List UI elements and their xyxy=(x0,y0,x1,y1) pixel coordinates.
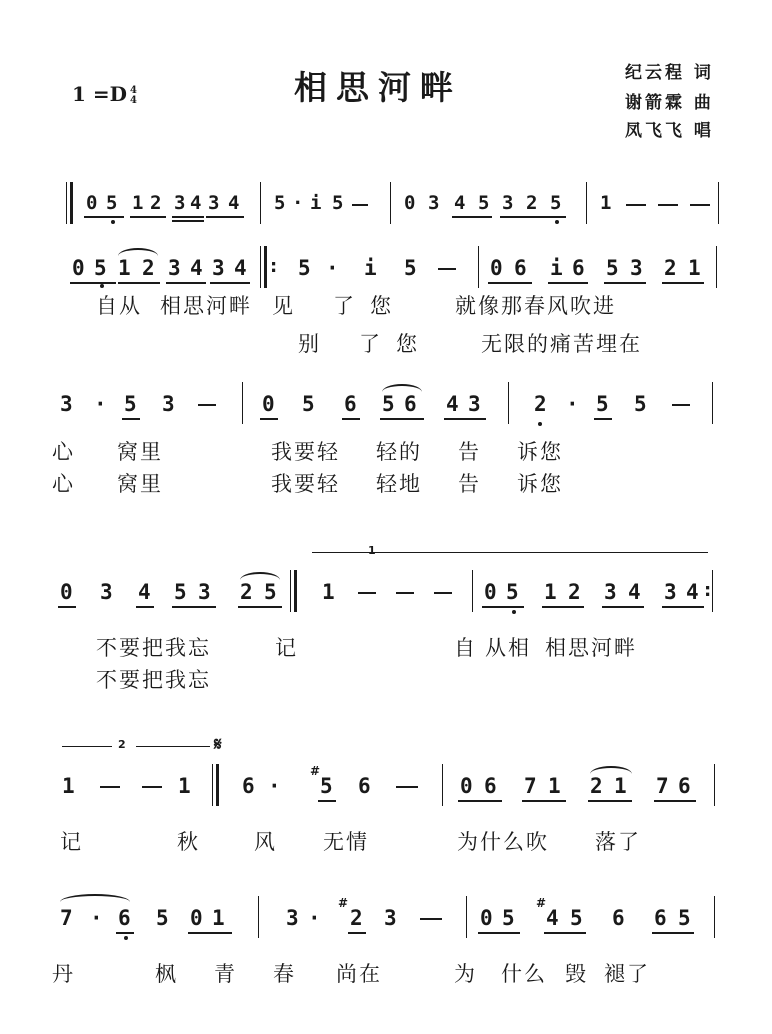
note: 5 xyxy=(678,906,691,930)
lyric: 窝 xyxy=(117,440,140,464)
underline xyxy=(488,282,532,284)
underline xyxy=(652,932,694,934)
underline xyxy=(136,606,154,608)
underline xyxy=(444,418,486,420)
note: 1 xyxy=(614,774,627,798)
note: 1 xyxy=(544,580,557,604)
second-ending-bracket-right xyxy=(136,746,210,747)
barline xyxy=(508,382,509,424)
note: 2 xyxy=(350,906,363,930)
note: 2 xyxy=(150,192,162,214)
dash xyxy=(672,404,690,406)
note: 3 xyxy=(468,392,481,416)
barline xyxy=(258,896,259,938)
underline xyxy=(654,800,696,802)
underline xyxy=(118,282,160,284)
note: 4 xyxy=(628,580,641,604)
underline xyxy=(130,216,166,218)
song-title: 相思河畔 xyxy=(294,68,462,107)
note: 4 xyxy=(446,392,459,416)
note: · xyxy=(566,392,579,416)
underline xyxy=(172,606,216,608)
barline xyxy=(442,764,443,806)
note: 7 xyxy=(524,774,537,798)
lyric: 尚在 xyxy=(336,962,382,986)
note: 5 xyxy=(502,906,515,930)
lyric: 什么 xyxy=(501,962,547,986)
lyric-line-6a xyxy=(52,958,650,988)
note: 0 xyxy=(86,192,98,214)
lyric: 为 xyxy=(454,962,477,986)
lyric: 您 xyxy=(370,294,393,318)
note-dot xyxy=(124,936,128,940)
note: 5 xyxy=(332,192,344,214)
note: 2 xyxy=(526,192,538,214)
dash xyxy=(420,918,442,920)
lyric: 诉您 xyxy=(517,440,563,464)
lyric-line-5a xyxy=(60,826,641,856)
note: 1 xyxy=(600,192,612,214)
repeat-barline xyxy=(260,246,267,288)
note: 5 xyxy=(404,256,417,280)
lyric: 春 xyxy=(273,962,296,986)
note: 0 xyxy=(262,392,275,416)
barline xyxy=(242,382,243,424)
lyric: 自 xyxy=(454,636,477,660)
repeat-barline xyxy=(290,570,297,612)
note: 6 xyxy=(678,774,691,798)
barline xyxy=(260,182,261,224)
note: · xyxy=(94,392,107,416)
note: 2 xyxy=(590,774,603,798)
underline xyxy=(318,800,336,802)
underline xyxy=(482,606,524,608)
double-barline xyxy=(66,182,73,224)
note: 5 xyxy=(156,906,169,930)
segno-icon: 𝄋 xyxy=(214,734,222,755)
slur xyxy=(382,384,422,392)
lyric: 里 xyxy=(140,472,163,496)
underline xyxy=(188,932,232,934)
note: 2 xyxy=(568,580,581,604)
lyric-line-3b xyxy=(52,468,563,498)
note: 3 xyxy=(168,256,181,280)
dash xyxy=(396,786,418,788)
underline xyxy=(478,932,520,934)
lyric: 相思河畔 xyxy=(160,294,252,318)
lyric: 秋 xyxy=(177,830,200,854)
note: 1 xyxy=(132,192,144,214)
underline xyxy=(172,216,204,218)
second-ending-number: 2 xyxy=(118,738,126,751)
note: 4 xyxy=(234,256,247,280)
lyric-line-3a xyxy=(52,436,563,466)
note: 7 xyxy=(60,906,73,930)
note: 2 xyxy=(142,256,155,280)
time-bottom: 4 xyxy=(129,94,137,106)
slur xyxy=(60,894,130,902)
note: i xyxy=(550,256,563,280)
note: 5 xyxy=(94,256,107,280)
lyric: 无情 xyxy=(323,830,369,854)
sharp-icon: # xyxy=(310,764,321,778)
lyric: 别 xyxy=(298,332,321,356)
underline xyxy=(458,800,502,802)
note: · xyxy=(90,906,103,930)
note: 6 xyxy=(344,392,357,416)
underline xyxy=(122,418,140,420)
key-signature xyxy=(72,82,137,106)
note: 4 xyxy=(546,906,559,930)
note: 5 xyxy=(634,392,647,416)
note: 4 xyxy=(454,192,466,214)
note-dot xyxy=(111,220,115,224)
note: 6 xyxy=(118,906,131,930)
staff-row-1 xyxy=(60,192,720,232)
dash xyxy=(100,786,120,788)
lyric: 春风 xyxy=(524,294,570,318)
lyric: 我要轻 xyxy=(271,472,340,496)
barline xyxy=(718,182,719,224)
lyric: 见 xyxy=(272,294,295,318)
staff-row-4 xyxy=(60,580,720,620)
lyric: 吹进 xyxy=(570,294,616,318)
lyric: 心 xyxy=(52,440,75,464)
note-dot xyxy=(512,610,516,614)
singer-credit: 凤飞飞 唱 xyxy=(625,121,714,141)
note: 1 xyxy=(62,774,75,798)
note: 5 xyxy=(478,192,490,214)
first-ending-number: 1 xyxy=(368,544,376,557)
underline xyxy=(662,282,704,284)
note: 5 xyxy=(302,392,315,416)
underline xyxy=(452,216,492,218)
note: 5 xyxy=(274,192,286,214)
slur xyxy=(590,766,632,774)
key-label: 1 =D xyxy=(72,82,127,106)
note: 4 xyxy=(228,192,240,214)
note: 2 xyxy=(534,392,547,416)
note: 7 xyxy=(656,774,669,798)
barline xyxy=(714,896,715,938)
note: 0 xyxy=(490,256,503,280)
barline xyxy=(472,570,473,612)
note: · xyxy=(326,256,339,280)
staff-row-5 xyxy=(60,764,720,814)
note: 5 xyxy=(382,392,395,416)
underline xyxy=(84,216,124,218)
note: 0 xyxy=(480,906,493,930)
note: 1 xyxy=(212,906,225,930)
lyric: 痛苦 xyxy=(550,332,596,356)
note: 4 xyxy=(190,192,202,214)
lyric: 轻地 xyxy=(376,472,422,496)
note: 3 xyxy=(208,192,220,214)
note: i xyxy=(310,192,322,214)
note: 6 xyxy=(484,774,497,798)
lyric-line-4b xyxy=(96,664,211,694)
underline xyxy=(116,932,134,934)
lyric: 我要轻 xyxy=(271,440,340,464)
lyric: 无限的 xyxy=(481,332,550,356)
note: i xyxy=(364,256,377,280)
note: 0 xyxy=(60,580,73,604)
lyric: 落了 xyxy=(595,830,641,854)
note-dot xyxy=(555,220,559,224)
dash xyxy=(352,204,368,206)
slur xyxy=(240,572,280,580)
barline xyxy=(390,182,391,224)
lyric: 告 xyxy=(458,440,481,464)
lyric: 枫 xyxy=(155,962,178,986)
lyric: 毁 xyxy=(565,962,588,986)
note: 0 xyxy=(404,192,416,214)
note: 1 xyxy=(322,580,335,604)
underline xyxy=(588,800,632,802)
dash xyxy=(142,786,162,788)
underline xyxy=(500,216,566,218)
lyric-line-4a xyxy=(96,632,637,662)
underline xyxy=(542,606,584,608)
note: 2 xyxy=(664,256,677,280)
note: 3 xyxy=(428,192,440,214)
note: 3 xyxy=(384,906,397,930)
underline xyxy=(260,418,278,420)
note: 1 xyxy=(178,774,191,798)
note: 0 xyxy=(484,580,497,604)
underline xyxy=(348,932,366,934)
note: 3 xyxy=(502,192,514,214)
lyric: 轻的 xyxy=(376,440,422,464)
note: 3 xyxy=(60,392,73,416)
note: 5 xyxy=(596,392,609,416)
note: · xyxy=(292,192,304,214)
note: 3 xyxy=(162,392,175,416)
note: 5 xyxy=(550,192,562,214)
underline xyxy=(70,282,116,284)
note: 6 xyxy=(514,256,527,280)
note: 4 xyxy=(190,256,203,280)
lyric: 记 xyxy=(275,636,298,660)
note: 4 xyxy=(138,580,151,604)
composer-credit: 谢箭霖 曲 xyxy=(625,93,714,113)
sharp-icon: # xyxy=(338,896,349,910)
underline xyxy=(172,220,204,222)
note: 5 xyxy=(570,906,583,930)
note: 3 xyxy=(212,256,225,280)
note: 5 xyxy=(124,392,137,416)
note: 6 xyxy=(358,774,371,798)
note: 4 xyxy=(686,580,699,604)
underline xyxy=(380,418,424,420)
note: 3 xyxy=(664,580,677,604)
barline xyxy=(712,382,713,424)
barline xyxy=(712,570,713,612)
lyric: 埋在 xyxy=(596,332,642,356)
second-ending-bracket-left xyxy=(62,746,112,747)
dash xyxy=(438,268,456,270)
lyric: 风 xyxy=(254,830,277,854)
staff-row-6 xyxy=(60,896,720,946)
slur xyxy=(118,248,158,256)
note: 2 xyxy=(240,580,253,604)
note: 5 xyxy=(606,256,619,280)
lyric: 您 xyxy=(396,332,419,356)
barline xyxy=(466,896,467,938)
underline xyxy=(342,418,360,420)
note: · xyxy=(268,774,281,798)
lyric: 窝 xyxy=(117,472,140,496)
lyric: 青 xyxy=(214,962,237,986)
underline xyxy=(548,282,588,284)
underline xyxy=(58,606,76,608)
lyric: 记 xyxy=(60,830,83,854)
barline xyxy=(478,246,479,288)
lyric: 自从 xyxy=(96,294,142,318)
note-dot xyxy=(538,422,542,426)
lyric: 为什么吹 xyxy=(457,830,549,854)
note: 5 xyxy=(298,256,311,280)
note: 1 xyxy=(548,774,561,798)
time-signature xyxy=(130,86,137,106)
lyric-line-2a xyxy=(96,290,616,320)
note: 5 xyxy=(174,580,187,604)
lyric: 了 xyxy=(333,294,356,318)
lyric-line-2b xyxy=(298,328,642,358)
dash xyxy=(434,592,452,594)
underline xyxy=(662,606,704,608)
underline xyxy=(604,282,646,284)
note-dot xyxy=(100,284,104,288)
barline xyxy=(716,246,717,288)
lyric: 不要把我忘 xyxy=(96,636,211,660)
barline xyxy=(714,764,715,806)
note: 0 xyxy=(72,256,85,280)
lyric: 丹 xyxy=(52,962,75,986)
repeat-dots: : xyxy=(704,580,712,601)
note: 1 xyxy=(118,256,131,280)
note: 6 xyxy=(242,774,255,798)
underline xyxy=(206,216,244,218)
note: 0 xyxy=(190,906,203,930)
lyric: 不要把我忘 xyxy=(96,668,211,692)
barline xyxy=(586,182,587,224)
underline xyxy=(602,606,644,608)
underline xyxy=(544,932,586,934)
lyricist-credit: 纪云程 词 xyxy=(625,63,714,83)
dash xyxy=(658,204,678,206)
note: 5 xyxy=(106,192,118,214)
dash xyxy=(626,204,646,206)
note: 3 xyxy=(604,580,617,604)
underline xyxy=(166,282,206,284)
note: 3 xyxy=(174,192,186,214)
note: 5 xyxy=(264,580,277,604)
lyric: 心 xyxy=(52,472,75,496)
note: 6 xyxy=(404,392,417,416)
time-top: 4 xyxy=(129,84,137,96)
lyric: 相思河畔 xyxy=(545,636,637,660)
lyric: 告 xyxy=(458,472,481,496)
sharp-icon: # xyxy=(536,896,547,910)
note: 5 xyxy=(506,580,519,604)
lyric: 褪了 xyxy=(604,962,650,986)
note: 6 xyxy=(654,906,667,930)
repeat-dots: : xyxy=(270,256,278,277)
lyric: 里 xyxy=(140,440,163,464)
lyric: 诉您 xyxy=(517,472,563,496)
staff-row-3 xyxy=(60,392,720,432)
underline xyxy=(594,418,612,420)
note: 1 xyxy=(688,256,701,280)
dash xyxy=(358,592,376,594)
note: 3 xyxy=(100,580,113,604)
dash xyxy=(690,204,710,206)
note: 6 xyxy=(612,906,625,930)
underline xyxy=(522,800,566,802)
note: · xyxy=(308,906,321,930)
note: 3 xyxy=(198,580,211,604)
double-barline xyxy=(212,764,219,806)
note: 6 xyxy=(572,256,585,280)
lyric: 了 xyxy=(359,332,382,356)
note: 0 xyxy=(460,774,473,798)
lyric: 从相 xyxy=(485,636,531,660)
lyric: 就像那 xyxy=(455,294,524,318)
dash xyxy=(198,404,216,406)
note: 3 xyxy=(630,256,643,280)
underline xyxy=(238,606,282,608)
note: 3 xyxy=(286,906,299,930)
dash xyxy=(396,592,414,594)
note: 5 xyxy=(320,774,333,798)
underline xyxy=(210,282,250,284)
